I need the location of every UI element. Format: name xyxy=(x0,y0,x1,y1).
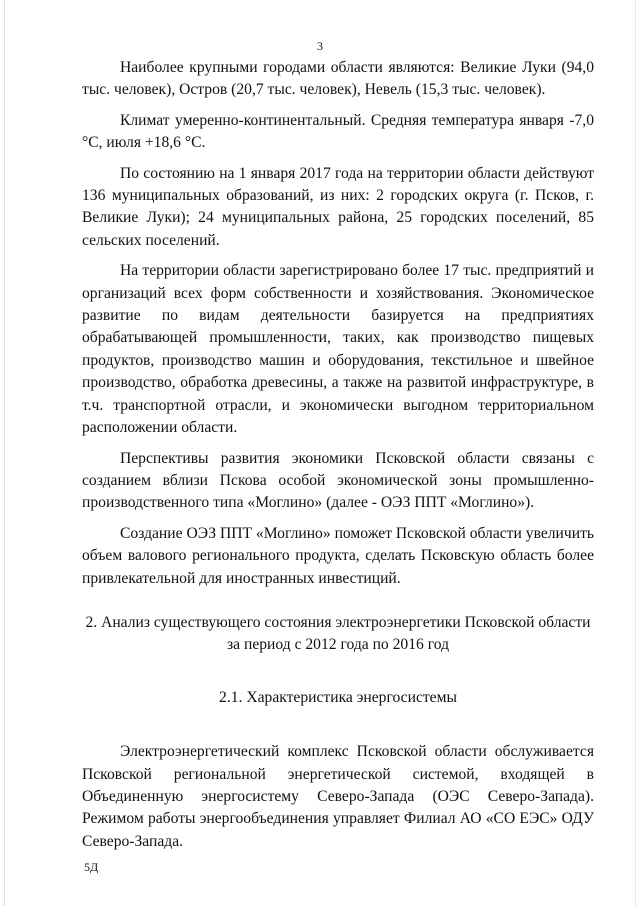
scan-edge-right xyxy=(635,0,637,905)
paragraph-climate: Климат умеренно-континентальный. Средняя температура января -7,0 °С, июля +18,6 °С. xyxy=(82,111,594,152)
footer-mark: 5Д xyxy=(84,860,99,874)
section-heading: 2. Анализ существующего состояния электроэнергетики Псковской области за период с 2012 года по 2016 год xyxy=(85,613,591,654)
document-body xyxy=(82,57,594,861)
paragraph-economic-zone: Перспективы развития экономики Псковской области связаны с созданием вблизи Пскова особой экономической зоны промышленно-производственного типа «Моглино» (далее - ОЭЗ ППТ «Моглино»). xyxy=(82,449,594,512)
paragraph-municipalities: По состоянию на 1 января 2017 года на территории области действуют 136 муниципальных образований, из них: 2 городских округа (г. Псков, г. Великие Луки); 24 муниципальных района, 25 городских поселений, 85 сельских поселений. xyxy=(82,164,594,249)
paragraph-enterprises: На территории области зарегистрировано более 17 тыс. предприятий и организаций всех форм собственности и хозяйствования. Экономическое развитие по видам деятельности базируется на предприятиях обрабатывающей промышленности, таких, как производство пищевых продуктов, производство машин и оборудования, текстильное и швейное производство, обработка древесины, а также на развитой инфраструктуре, в т.ч. транспортной отрасли, и экономически выгодном территориальном расположении области. xyxy=(82,262,594,437)
page-number: 3 xyxy=(317,39,323,53)
subsection-heading: 2.1. Характеристика энергосистемы xyxy=(219,688,457,706)
paragraph-energy-complex: Электроэнергетический комплекс Псковской области обслуживается Псковской региональной энергетической системой, входящей в Объединенную энергосистему Северо-Запада (ОЭС Северо-Запада). Режимом работы энергообъединения управляет Филиал АО «СО ЕЭС» ОДУ Северо-Запада. xyxy=(82,743,594,850)
paragraph-largest-cities: Наиболее крупными городами области являются: Великие Луки (94,0 тыс. человек), Остров (20,7 тыс. человек), Невель (15,3 тыс. человек). xyxy=(82,59,594,99)
scan-edge-left xyxy=(4,0,6,905)
paragraph-grp-growth: Создание ОЭЗ ППТ «Моглино» поможет Псковской области увеличить объем валового регионального продукта, сделать Псковскую область более привлекательной для иностранных инвестиций. xyxy=(82,524,594,587)
